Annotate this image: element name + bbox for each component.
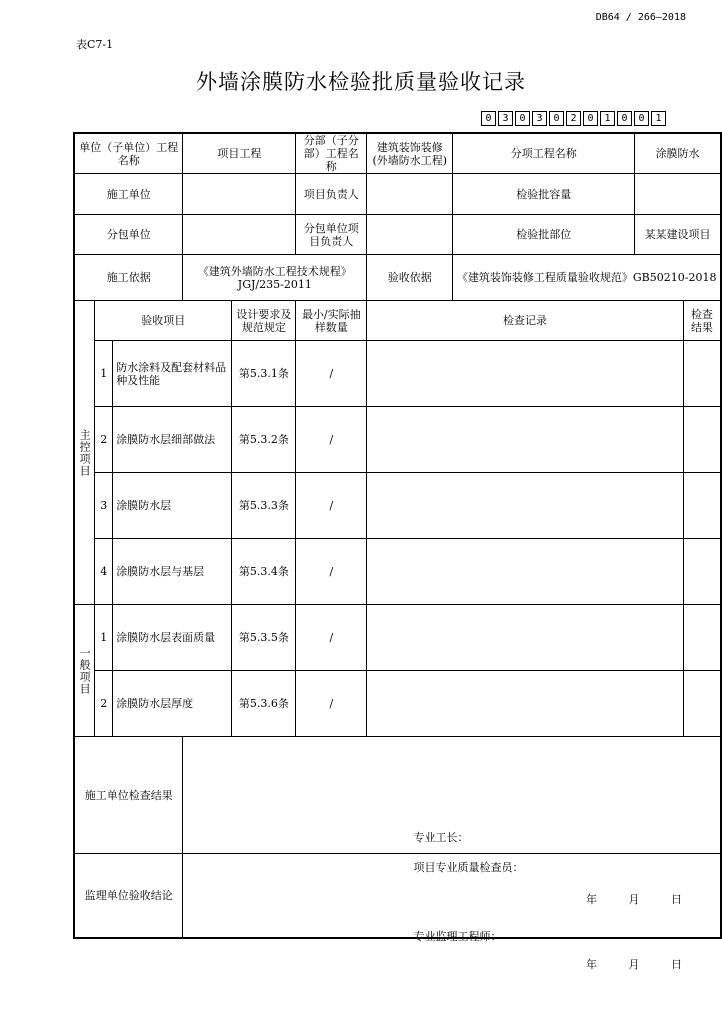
sub-pm-label: 分包单位项目负责人 [296,215,367,255]
item-result[interactable] [683,473,721,539]
row-number: 1 [95,605,113,671]
item-clause: 第5.3.5条 [232,605,296,671]
code-digit: 0 [617,111,632,126]
table-row [74,341,721,407]
foreman-label: 专业工长： [413,831,469,844]
item-sample[interactable]: / [296,407,367,473]
main-control-label: 主控项目 [74,301,95,605]
unit-value[interactable]: 项目工程 [183,133,296,174]
contractor-check-area[interactable] [183,737,721,906]
pm-label: 项目负责人 [296,174,367,215]
supervisor-date: 年 月 日 [586,958,696,972]
unit-label: 单位（子单位）工程名称 [74,133,183,174]
code-digit: 0 [481,111,496,126]
code-digit: 0 [549,111,564,126]
page-title: 外墙涂膜防水检验批质量验收记录 [196,70,526,94]
row-number: 2 [95,671,113,737]
table-row [74,473,721,539]
division-label: 分部（子分部）工程名称 [296,133,367,174]
item-clause: 第5.3.3条 [232,473,296,539]
pm-value[interactable] [367,174,453,215]
inspector-label: 项目专业质量检查员： [413,861,524,874]
header-item: 验收项目 [95,301,232,341]
code-digit: 1 [600,111,615,126]
table-row [74,407,721,473]
subitem-value[interactable]: 涂膜防水 [635,133,721,174]
code-digit: 0 [515,111,530,126]
item-name: 涂膜防水层与基层 [113,539,232,605]
basis-value[interactable]: 《建筑外墙防水工程技术规程》JGJ/235-2011 [183,255,367,301]
item-name: 涂膜防水层厚度 [113,671,232,737]
header-design: 设计要求及规范规定 [232,301,296,341]
item-result[interactable] [683,605,721,671]
code-digit: 3 [498,111,513,126]
contractor-date: 年 月 日 [586,893,696,906]
row-number: 1 [95,341,113,407]
item-name: 防水涂料及配套材料品种及性能 [113,341,232,407]
batch-code [481,111,668,126]
subcontractor-value[interactable] [183,215,296,255]
item-record[interactable] [367,539,684,605]
sub-pm-value[interactable] [367,215,453,255]
item-name: 涂膜防水层细部做法 [113,407,232,473]
batch-location-value[interactable]: 某某建设项目 [635,215,721,255]
item-sample[interactable]: / [296,473,367,539]
item-record[interactable] [367,671,684,737]
item-record[interactable] [367,473,684,539]
item-sample[interactable]: / [296,539,367,605]
contractor-label: 施工单位 [74,174,183,215]
contractor-value[interactable] [183,174,296,215]
supervisor-check-label: 监理单位验收结论 [74,854,183,938]
code-digit: 1 [651,111,666,126]
engineer-label: 专业监理工程师： [413,930,502,944]
batch-capacity-label: 检验批容量 [453,174,635,215]
division-value[interactable]: 建筑装饰装修(外墙防水工程) [367,133,453,174]
batch-capacity-value[interactable] [635,174,721,215]
item-record[interactable] [367,605,684,671]
standard-number: DB64 / 266—2018 [595,12,686,23]
row-number: 4 [95,539,113,605]
item-result[interactable] [683,341,721,407]
header-result: 检查结果 [683,301,721,341]
item-sample[interactable]: / [296,671,367,737]
row-number: 2 [95,407,113,473]
item-clause: 第5.3.6条 [232,671,296,737]
item-clause: 第5.3.1条 [232,341,296,407]
inspection-record-table [73,132,722,972]
subcontractor-label: 分包单位 [74,215,183,255]
contractor-check-label: 施工单位检查结果 [74,737,183,854]
code-digit: 0 [583,111,598,126]
code-digit: 3 [532,111,547,126]
form-number: 表C7-1 [76,38,114,51]
item-name: 涂膜防水层表面质量 [113,605,232,671]
item-sample[interactable]: / [296,605,367,671]
code-digit: 2 [566,111,581,126]
item-record[interactable] [367,341,684,407]
general-label: 一般项目 [74,605,95,737]
item-name: 涂膜防水层 [113,473,232,539]
item-clause: 第5.3.4条 [232,539,296,605]
acceptance-basis-value[interactable]: 《建筑装饰装修工程质量验收规范》GB50210-2018 [453,255,721,301]
item-sample[interactable]: / [296,341,367,407]
row-number: 3 [95,473,113,539]
code-digit: 0 [634,111,649,126]
item-record[interactable] [367,407,684,473]
table-row [74,539,721,605]
acceptance-basis-label: 验收依据 [367,255,453,301]
subitem-label: 分项工程名称 [453,133,635,174]
table-row [74,605,721,671]
basis-label: 施工依据 [74,255,183,301]
item-result[interactable] [683,539,721,605]
header-sampling: 最小/实际抽样数量 [296,301,367,341]
item-clause: 第5.3.2条 [232,407,296,473]
item-result[interactable] [683,671,721,737]
batch-location-label: 检验批部位 [453,215,635,255]
table-row [74,671,721,737]
item-result[interactable] [683,407,721,473]
header-record: 检查记录 [367,301,684,341]
